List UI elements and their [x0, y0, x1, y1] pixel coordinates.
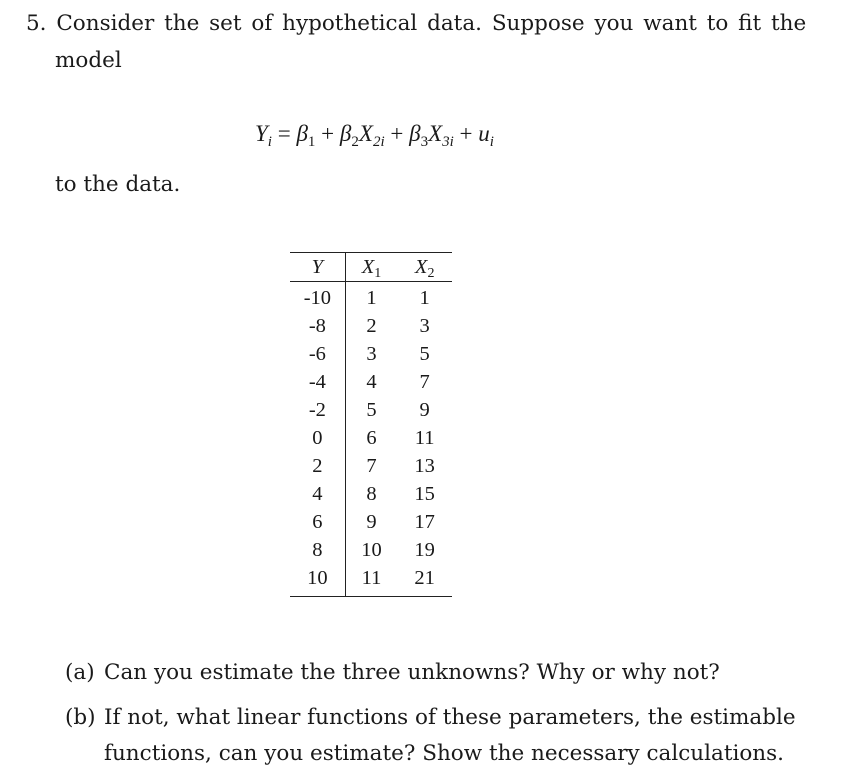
cell-y: -10 [290, 282, 345, 313]
cell-x2: 7 [419, 370, 430, 393]
question-a [65, 662, 720, 684]
cell-y: 4 [290, 480, 345, 508]
problem-tail: to the data. [55, 172, 181, 197]
cell-y: 6 [290, 508, 345, 536]
table-row [290, 564, 452, 597]
header-x2: $X_2$ [397, 253, 452, 282]
table-row [290, 424, 452, 452]
cell-y: -6 [290, 340, 345, 368]
cell-x2: 5 [419, 342, 430, 365]
cell-y: 10 [290, 564, 345, 597]
table-row [290, 480, 452, 508]
cell-x1: 9 [366, 510, 377, 533]
header-x1: $X_1$ [345, 253, 397, 282]
cell-x2: 3 [419, 314, 430, 337]
cell-x1: 5 [366, 398, 377, 421]
question-b-continuation: functions, can you estimate? Show the necessary calculations. [104, 741, 784, 766]
cell-y: 2 [290, 452, 345, 480]
cell-x1: 4 [366, 370, 377, 393]
question-b-text-1: If not, what linear functions of these parameters, the estimable [104, 705, 796, 730]
header-y: Y [290, 253, 345, 282]
data-table [290, 252, 452, 597]
question-a-label: (a) [65, 660, 95, 685]
cell-x2: 21 [414, 566, 435, 589]
cell-x2: 13 [414, 454, 435, 477]
cell-x1: 3 [366, 342, 377, 365]
cell-x1: 1 [366, 286, 377, 309]
table-header-row [290, 253, 452, 282]
problem-intro-line-1: 5. Consider the set of hypothetical data. Suppose you want to fit the [26, 11, 807, 36]
table-row [290, 508, 452, 536]
cell-x2: 11 [414, 426, 435, 449]
problem-intro-line-2: model [55, 48, 122, 73]
cell-x1: 6 [366, 426, 377, 449]
table-row [290, 312, 452, 340]
cell-x2: 17 [414, 510, 435, 533]
cell-y: 0 [290, 424, 345, 452]
question-b [65, 707, 796, 729]
table-row [290, 396, 452, 424]
cell-x1: 2 [366, 314, 377, 337]
table-row [290, 536, 452, 564]
regression-equation: $Y_i = \beta_1 + \beta_2X_{2i} + \beta_3X_{3i} + u_i$ [255, 121, 494, 150]
cell-y: -4 [290, 368, 345, 396]
cell-x1: 11 [361, 566, 382, 589]
table-row [290, 340, 452, 368]
cell-x2: 1 [419, 286, 430, 309]
table-row [290, 452, 452, 480]
cell-x1: 8 [366, 482, 377, 505]
cell-y: -8 [290, 312, 345, 340]
table-row [290, 368, 452, 396]
cell-x2: 9 [419, 398, 430, 421]
cell-x2: 15 [414, 482, 435, 505]
table-body [290, 282, 452, 597]
cell-x2: 19 [414, 538, 435, 561]
cell-y: 8 [290, 536, 345, 564]
cell-x1: 10 [361, 538, 382, 561]
question-a-text: Can you estimate the three unknowns? Why or why not? [104, 660, 720, 685]
cell-x1: 7 [366, 454, 377, 477]
cell-y: -2 [290, 396, 345, 424]
question-b-label: (b) [65, 705, 96, 730]
table-row [290, 282, 452, 313]
